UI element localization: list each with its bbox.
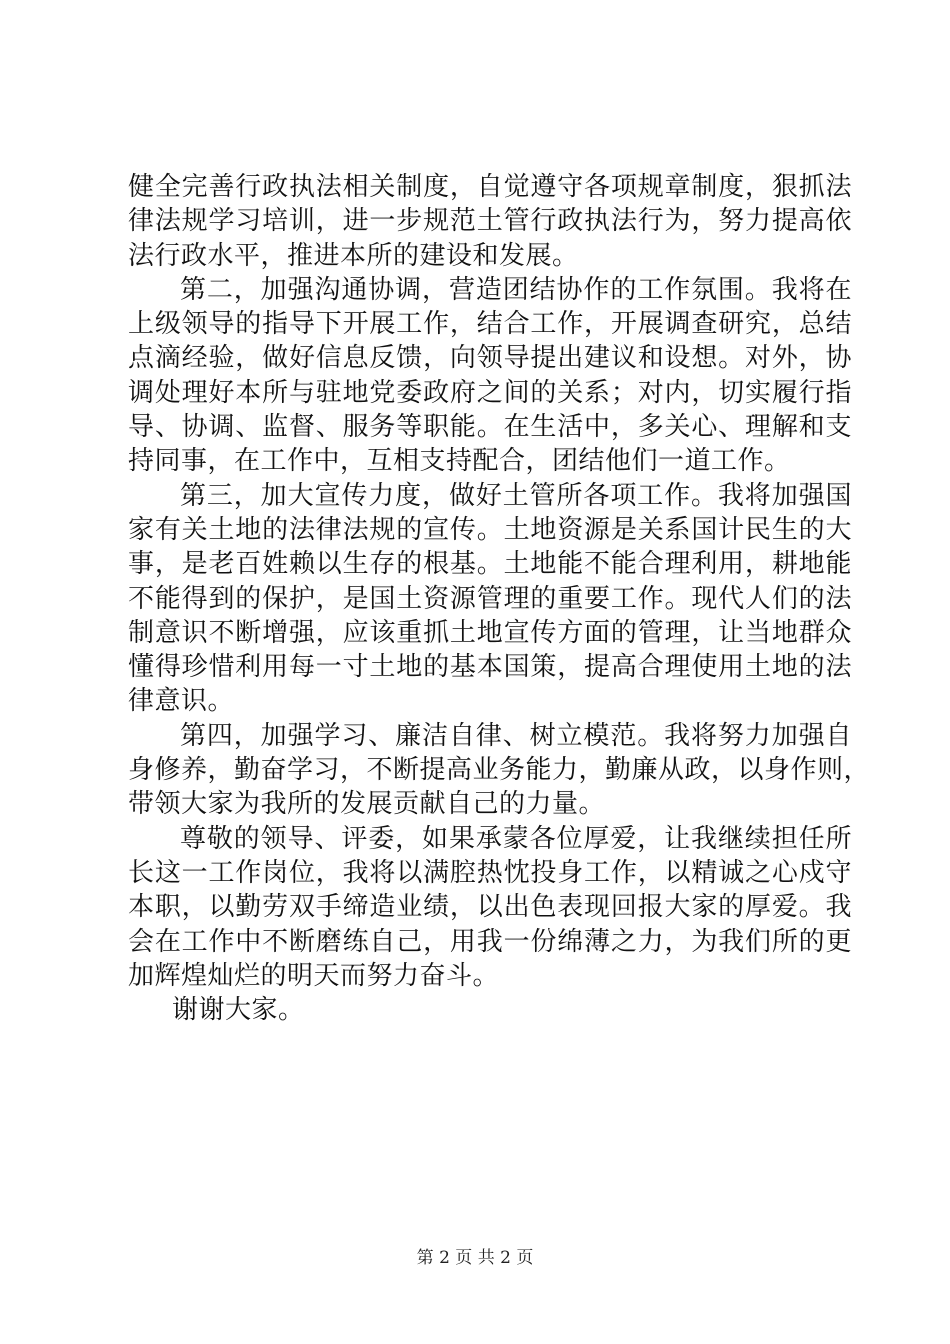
text-line: 法行政水平，推进本所的建设和发展。 <box>128 240 579 271</box>
text-line: 健全完善行政执法相关制度，自觉遵守各项规章制度，狠抓法 <box>128 172 852 202</box>
text-line: 导、协调、监督、服务等职能。在生活中，多关心、理解和支 <box>128 412 852 443</box>
text-line: 尊敬的领导、评委，如果承蒙各位厚爱，让我继续担任所 <box>180 823 852 854</box>
text-line: 第二，加强沟通协调，营造团结协作的工作氛围。我将在 <box>180 274 852 305</box>
paragraph-2 <box>128 273 852 479</box>
text-line: 制意识不断增强，应该重抓土地宣传方面的管理，让当地群众 <box>128 617 852 648</box>
text-line: 本职，以勤劳双手缔造业绩，以出色表现回报大家的厚爱。我 <box>128 892 852 923</box>
text-line: 家有关土地的法律法规的宣传。土地资源是关系国计民生的大 <box>128 514 852 545</box>
text-line: 谢谢大家。 <box>172 995 305 1026</box>
paragraph-1 <box>128 170 852 273</box>
text-line: 会在工作中不断磨练自己，用我一份绵薄之力，为我们所的更 <box>128 926 852 957</box>
text-line: 律法规学习培训，进一步规范土管行政执法行为，努力提高依 <box>128 206 852 237</box>
text-line: 点滴经验，做好信息反馈，向领导提出建议和设想。对外，协 <box>128 343 852 374</box>
text-line: 第三，加大宣传力度，做好土管所各项工作。我将加强国 <box>180 480 852 511</box>
text-line: 身修养，勤奋学习，不断提高业务能力，勤廉从政，以身作则， <box>128 755 871 786</box>
text-line: 上级领导的指导下开展工作，结合工作，开展调查研究，总结 <box>128 309 852 340</box>
paragraph-6 <box>128 993 852 1027</box>
text-line: 第四，加强学习、廉洁自律、树立模范。我将努力加强自 <box>180 720 852 751</box>
paragraph-4 <box>128 719 871 822</box>
text-line: 调处理好本所与驻地党委政府之间的关系；对内，切实履行指 <box>128 377 852 408</box>
text-line: 加辉煌灿烂的明天而努力奋斗。 <box>128 960 500 991</box>
document-body <box>128 170 871 1027</box>
text-line: 不能得到的保护，是国土资源管理的重要工作。现代人们的法 <box>128 583 852 614</box>
page-footer <box>0 1243 950 1268</box>
paragraph-3 <box>128 479 852 719</box>
text-line: 带领大家为我所的发展贡献自己的力量。 <box>128 789 606 820</box>
text-line: 长这一工作岗位，我将以满腔热忱投身工作，以精诚之心戍守 <box>128 857 852 888</box>
text-line: 懂得珍惜利用每一寸土地的基本国策，提高合理使用土地的法 <box>128 652 852 683</box>
text-line: 事，是老百姓赖以生存的根基。土地能不能合理利用，耕地能 <box>128 549 852 580</box>
text-line: 律意识。 <box>128 686 235 717</box>
page-number-label: 第 2 页 共 2 页 <box>416 1248 534 1268</box>
paragraph-5 <box>128 822 852 993</box>
text-line: 持同事，在工作中，互相支持配合，团结他们一道工作。 <box>128 446 791 477</box>
